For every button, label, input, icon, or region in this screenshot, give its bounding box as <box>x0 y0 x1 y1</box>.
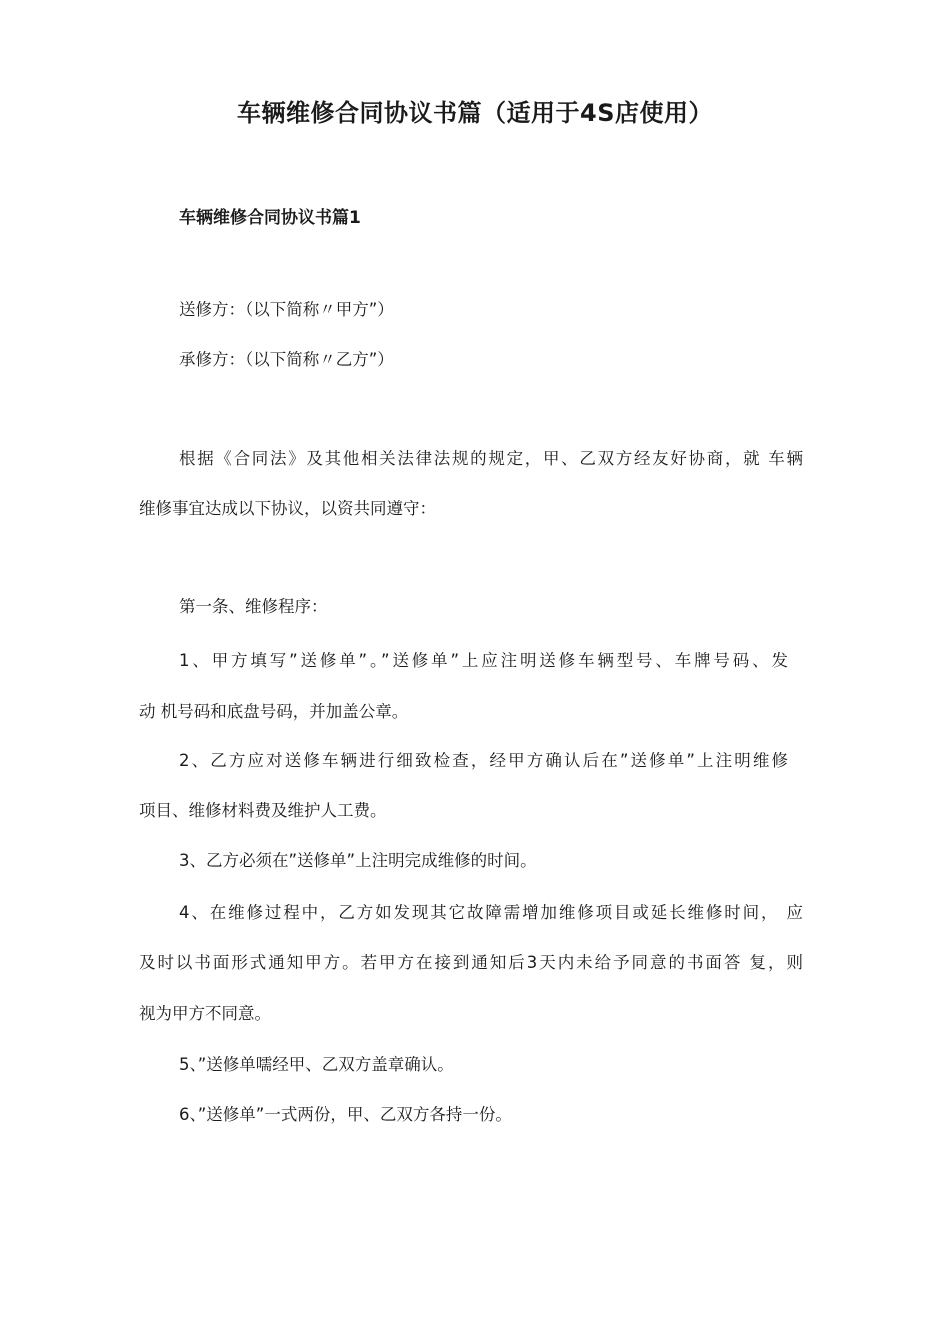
party-b-line: 承修方：（以下简称〃乙方”） <box>179 350 394 369</box>
intro-line-2: 维修事宜达成以下协议，以资共同遵守： <box>139 499 436 518</box>
item-4-line-1: 4、在维修过程中，乙方如发现其它故障需增加维修项目或延长维修时间， 应 <box>179 903 803 922</box>
item-5-line-1: 5、”送修单嚅经甲、乙双方盖章确认。 <box>179 1055 454 1074</box>
intro-line-1: 根据《合同法》及其他相关法律法规的规定，甲、乙双方经友好协商，就 车辆 <box>179 449 803 468</box>
item-3-line-1: 3、乙方必须在”送修单”上注明完成维修的时间。 <box>179 851 537 870</box>
article-heading: 第一条、维修程序： <box>179 597 328 616</box>
item-1-line-1: 1、甲方填写”送修单”。”送修单”上应注明送修车辆型号、车牌号码、发 <box>179 651 788 670</box>
item-4-line-3: 视为甲方不同意。 <box>139 1004 271 1023</box>
item-1-line-2: 动 机号码和底盘号码，并加盖公章。 <box>139 702 409 721</box>
document-title: 车辆维修合同协议书篇（适用于4S店使用） <box>237 99 713 127</box>
section-subtitle: 车辆维修合同协议书篇1 <box>179 208 361 228</box>
item-2-line-1: 2、乙方应对送修车辆进行细致检查，经甲方确认后在”送修单”上注明维修 <box>179 751 788 770</box>
item-4-line-2: 及时以书面形式通知甲方。若甲方在接到通知后3天内未给予同意的书面答 复，则 <box>139 953 803 972</box>
item-2-line-2: 项目、维修材料费及维护人工费。 <box>139 801 387 820</box>
item-6-line-1: 6、”送修单”一式两份，甲、乙双方各持一份。 <box>179 1105 512 1124</box>
party-a-line: 送修方：（以下简称〃甲方”） <box>179 300 394 319</box>
